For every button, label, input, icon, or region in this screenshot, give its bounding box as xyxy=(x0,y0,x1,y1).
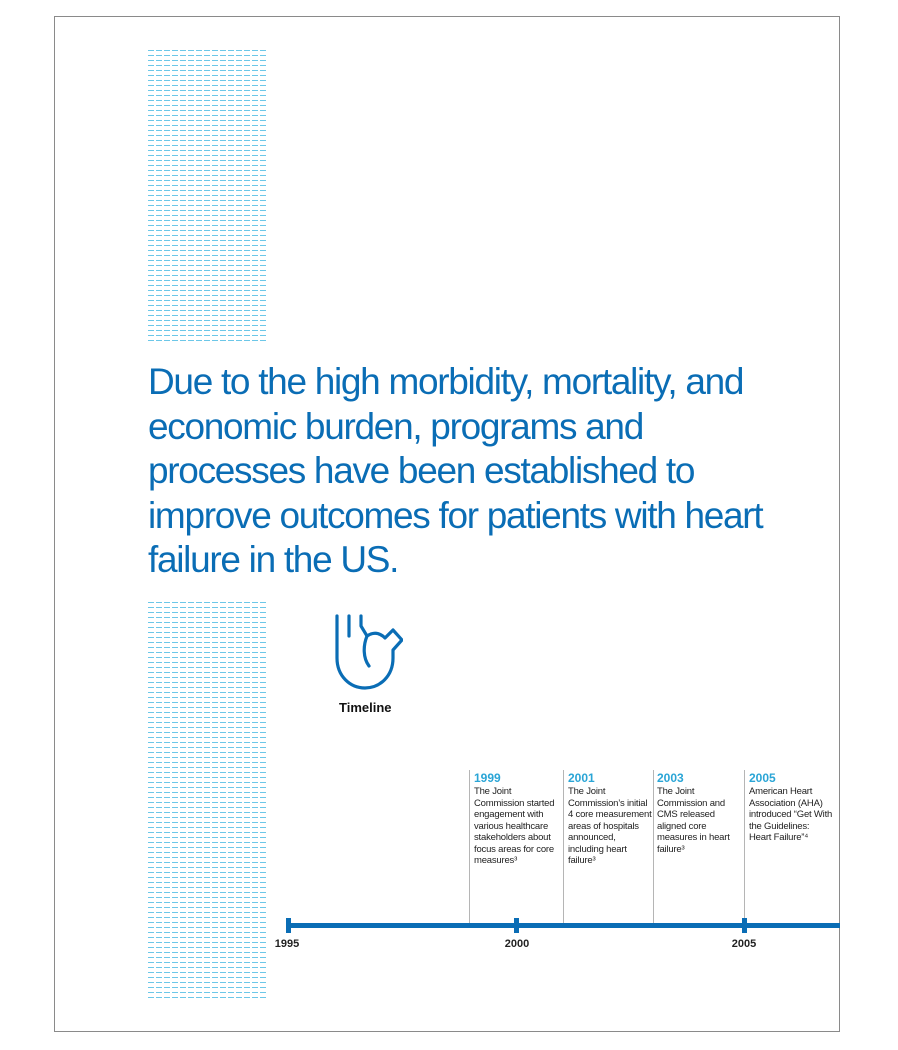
event-divider xyxy=(653,770,654,926)
timeline-axis xyxy=(287,923,840,928)
event-divider xyxy=(469,770,470,926)
event-year: 1999 xyxy=(474,771,501,785)
axis-tick-1995 xyxy=(286,918,291,933)
timeline-event-2005 xyxy=(749,772,833,844)
axis-label-2000: 2000 xyxy=(504,938,530,950)
headline: Due to the high morbidity, mortality, and economic burden, programs and processes have been established to improve outcomes for patients with heart failure in the US. xyxy=(148,361,763,580)
event-divider xyxy=(744,770,745,926)
axis-label-2005: 2005 xyxy=(731,938,757,950)
event-year: 2003 xyxy=(657,771,684,785)
decorative-dash-pattern-bottom xyxy=(148,602,268,998)
event-text: American Heart Association (AHA) introduced “Get With the Guidelines: Heart Failure”⁴ xyxy=(749,786,833,843)
event-text: The Joint Commission started engagement with various healthcare stakeholders about focus areas for core measures³ xyxy=(474,786,555,866)
event-text: The Joint Commission’s initial 4 core measurement areas of hospitals announced, including heart failure³ xyxy=(568,786,652,866)
event-year: 2005 xyxy=(749,771,776,785)
axis-tick-2005 xyxy=(742,918,747,933)
event-divider xyxy=(563,770,564,926)
timeline-title: Timeline xyxy=(339,700,392,715)
timeline-event-2003 xyxy=(657,772,741,855)
event-year: 2001 xyxy=(568,771,595,785)
axis-label-1995: 1995 xyxy=(274,938,300,950)
axis-tick-2000 xyxy=(514,918,519,933)
event-text: The Joint Commission and CMS released aligned core measures in heart failure³ xyxy=(657,786,730,855)
timeline-event-2001 xyxy=(568,772,652,867)
heart-icon xyxy=(333,614,403,690)
timeline-event-1999 xyxy=(474,772,558,867)
decorative-dash-pattern-top xyxy=(148,50,268,342)
